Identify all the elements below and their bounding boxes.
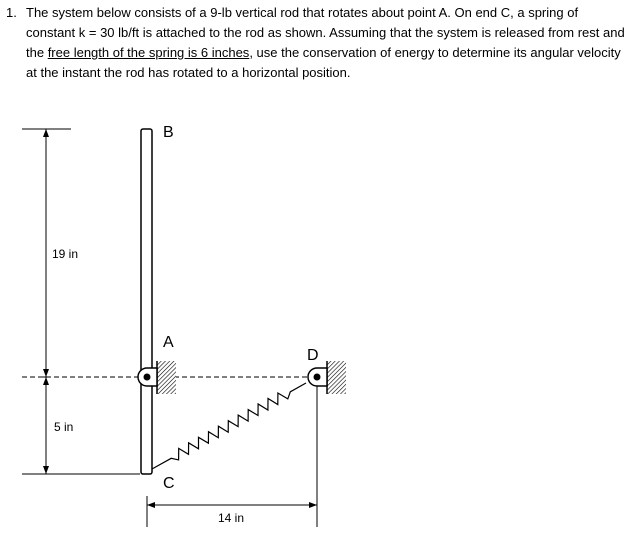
spring bbox=[152, 383, 306, 469]
horizontal-dimension-lines bbox=[147, 386, 317, 527]
wall-a-hatch bbox=[157, 361, 176, 394]
label-c: C bbox=[163, 475, 175, 492]
dimension-5-in: 5 in bbox=[54, 420, 74, 434]
problem-number: 1. bbox=[6, 5, 17, 20]
vertical-dimension-lines bbox=[22, 129, 140, 474]
label-b: B bbox=[163, 124, 174, 141]
problem-text-part-2: , use the conservation of energy to determine its angular velocity at the instant the rod has rotated to a horizontal position. bbox=[26, 45, 621, 80]
pivot-d bbox=[308, 361, 346, 394]
label-a: A bbox=[163, 334, 174, 351]
label-d: D bbox=[307, 347, 319, 364]
wall-d-hatch bbox=[327, 361, 346, 394]
problem-text-underlined: free length of the spring is 6 inches bbox=[47, 45, 250, 60]
dimension-19-in: 19 in bbox=[52, 247, 79, 261]
vertical-rod bbox=[141, 129, 152, 474]
dimension-14-in: 14 in bbox=[218, 511, 245, 525]
problem-text-part-1: The system below consists of a 9-lb vertical rod that rotates about point A. On end C, a spring of constant k = 30 lb/ft is attached to the rod as shown. Assuming that the system is released from rest and the bbox=[26, 5, 625, 60]
